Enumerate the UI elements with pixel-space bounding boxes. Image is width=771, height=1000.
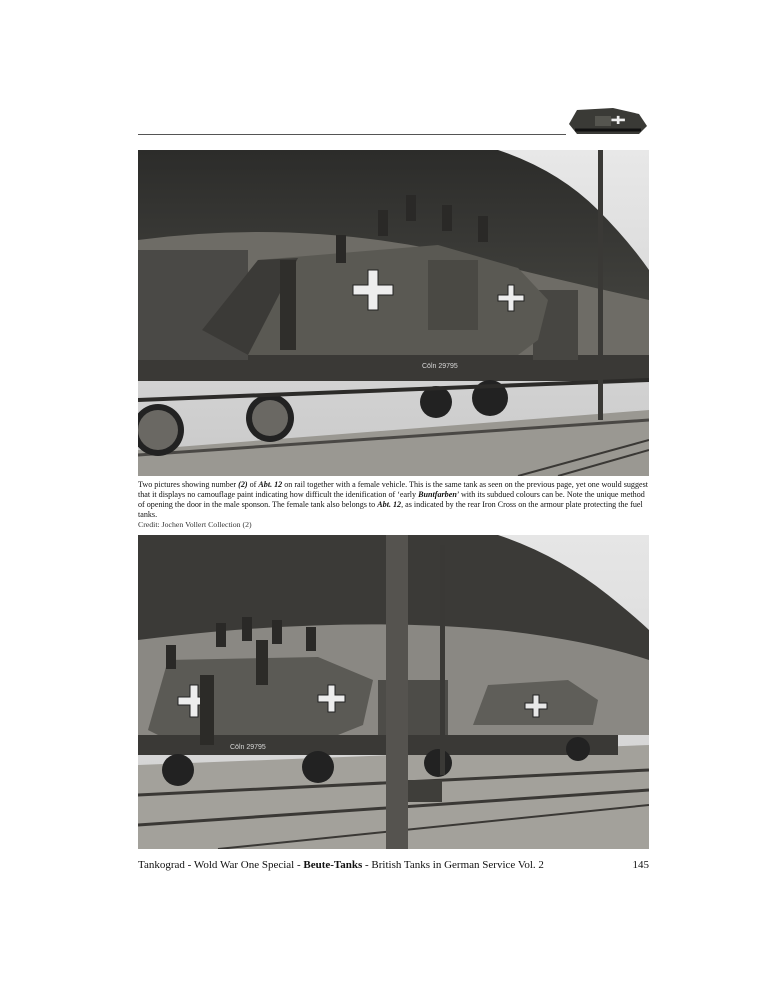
top-photograph — [138, 150, 649, 476]
top-car-marking: Cöln 29795 — [422, 363, 458, 370]
photo-credit: Credit: Jochen Vollert Collection (2) — [138, 520, 252, 530]
bottom-car-marking: Cöln 29795 — [230, 744, 266, 751]
header-rule — [138, 134, 566, 135]
page-footer — [138, 859, 649, 871]
page-number: 145 — [632, 859, 649, 871]
tank-logo-icon — [565, 104, 649, 138]
caption-text: Two pictures showing number (2) of Abt. 12 on rail together with a female vehicle. This is the same tank as seen on the previous page, yet one would suggest that it displays no camouflage paint indicating how difficult the idenification of ‘early Buntfarben’ with its subdued colours can be. Note the unique method of opening the door in the male sponson. The female tank also belongs to Abt. 12, as indicated by the rear Iron Cross on the armour plate protecting the fuel tanks. — [138, 480, 648, 520]
photo-caption — [138, 480, 649, 530]
running-title: Tankograd - Wold War One Special - Beute-Tanks - British Tanks in German Service Vol. 2 — [138, 859, 544, 871]
bottom-photograph — [138, 535, 649, 849]
